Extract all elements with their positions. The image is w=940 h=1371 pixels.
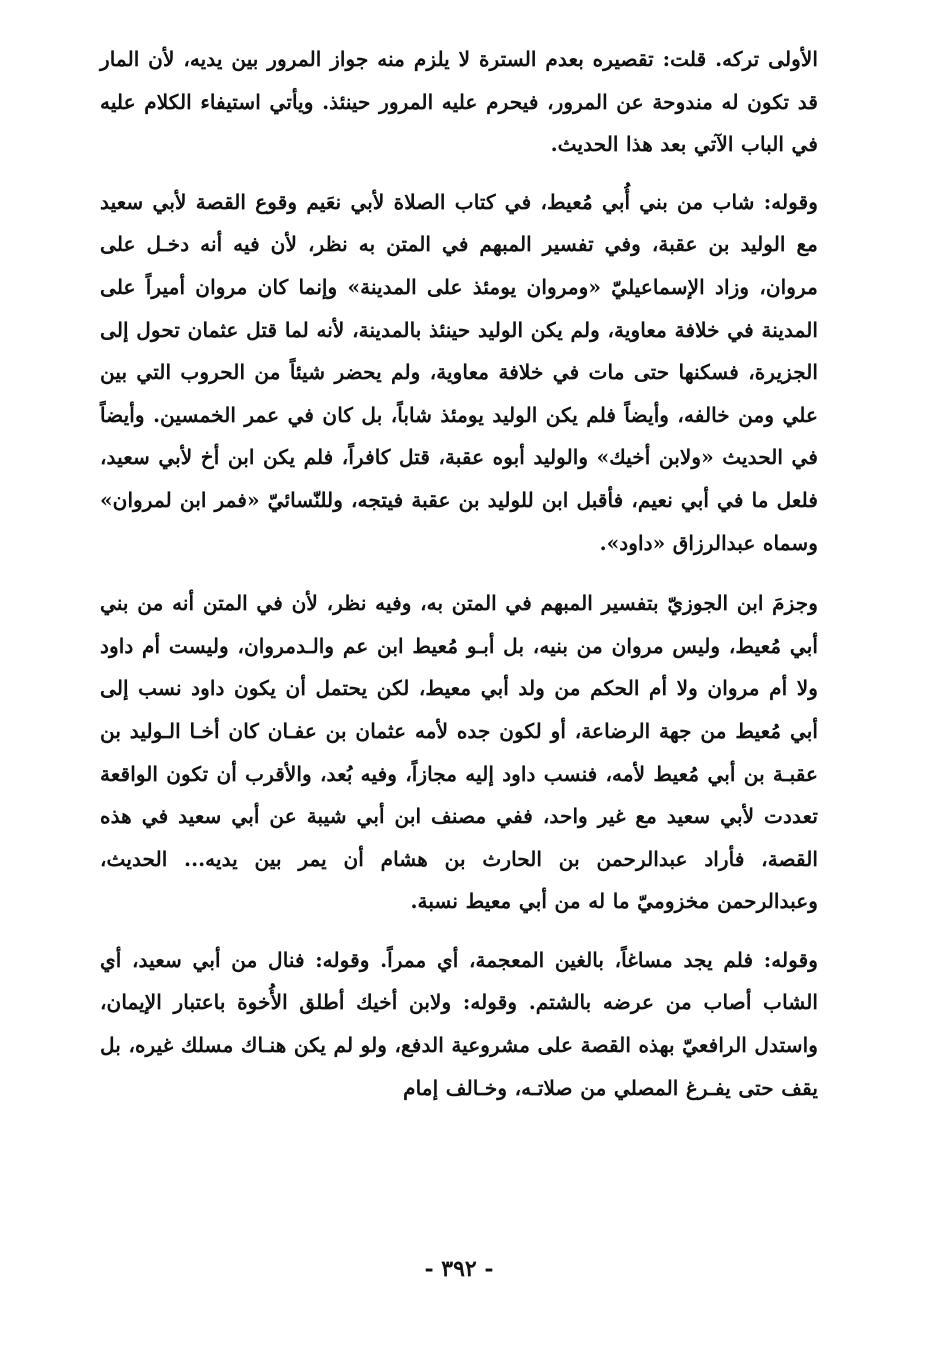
paragraph-2: وقوله: شاب من بني أُبي مُعيط، في كتاب الصلاة لأبي نعَيم وقوع القصة لأبي سعيد مع الوليد بن عقبة، وفي تفسير المبهم في المتن به نظر، لأن فيه أنه دخـل على مروان، وزاد الإسماعيليّ «ومروان يومئذ على المدينة» وإنما كان مروان أميراً على المدينة في خلافة معاوية، ولم يكن الوليد حينئذ بالمدينة، لأنه لما قتل عثمان تحول إلى الجزيرة، فسكنها حتى مات في خلافة معاوية، ولم يحضر شيئاً من الحروب التي بين علي ومن خالفه، وأيضاً فلم يكن الوليد يومئذ شاباً، بل كان في عمر الخمسين. وأيضاً في الحديث «ولابن أخيك» والوليد أبوه عقبة، قتل كافراً، فلم يكن ابن أخ لأبي سعيد، فلعل ما في أبي نعيم، فأقبل ابن للوليد بن عقبة فيتجه، وللنّسائيّ «فمر ابن لمروان» وسماه عبدالرزاق «داود». — [100, 189, 818, 555]
page-number: - ٣٩٢ - — [424, 1256, 494, 1282]
paragraph-4: وقوله: فلم يجد مساغاً، بالغين المعجمة، أي ممراً. وقوله: فنال من أبي سعيد، أي الشاب أصاب من عرضه بالشتم. وقوله: ولابن أخيك أطلق الأُخوة باعتبار الإيمان، واستدل الرافعيّ بهذه القصة على مشروعية الدفع، ولو لم يكن هنـاك مسلك غيره، بل يقف حتى يفـرغ المصلي من صلاتـه، وخـالف إمام — [100, 947, 818, 1100]
paragraph-3: وجزمَ ابن الجوزيّ بتفسير المبهم في المتن به، وفيه نظر، لأن في المتن أنه من بني أبي مُعيط، وليس مروان من بنيه، بل أبـو مُعيط ابن عم والـدمروان، وليست أم داود ولا أم مروان ولا أم الحكم من ولد أبي معيط، لكن يحتمل أن يكون داود نسب إلى أبي مُعيط من جهة الرضاعة، أو لكون جده لأمه عثمان بن عفـان كان أخـا الـوليد بن عقبـة بن أبي مُعيط لأمه، فنسب داود إليه مجازاً، وفيه بُعد، والأقرب أن تكون الواقعة تعددت لأبي سعيد مع غير واحد، ففي مصنف ابن أبي شيبة عن أبي سعيد في هذه القصة، فأراد عبدالرحمن بن الحارث بن هشام أن يمر بين يديه... الحديث، وعبدالرحمن مخزوميّ ما له من أبي معيط نسبة. — [100, 591, 818, 914]
paragraph-1: الأولى تركه. قلت: تقصيره بعدم السترة لا يلزم منه جواز المرور بين يديه، لأن المار قد تكون له مندوحة عن المرور، فيحرم عليه المرور حينئذ. ويأتي استيفاء الكلام عليه في الباب الآتي بعد هذا الحديث. — [100, 47, 818, 157]
book-page — [100, 38, 818, 1338]
